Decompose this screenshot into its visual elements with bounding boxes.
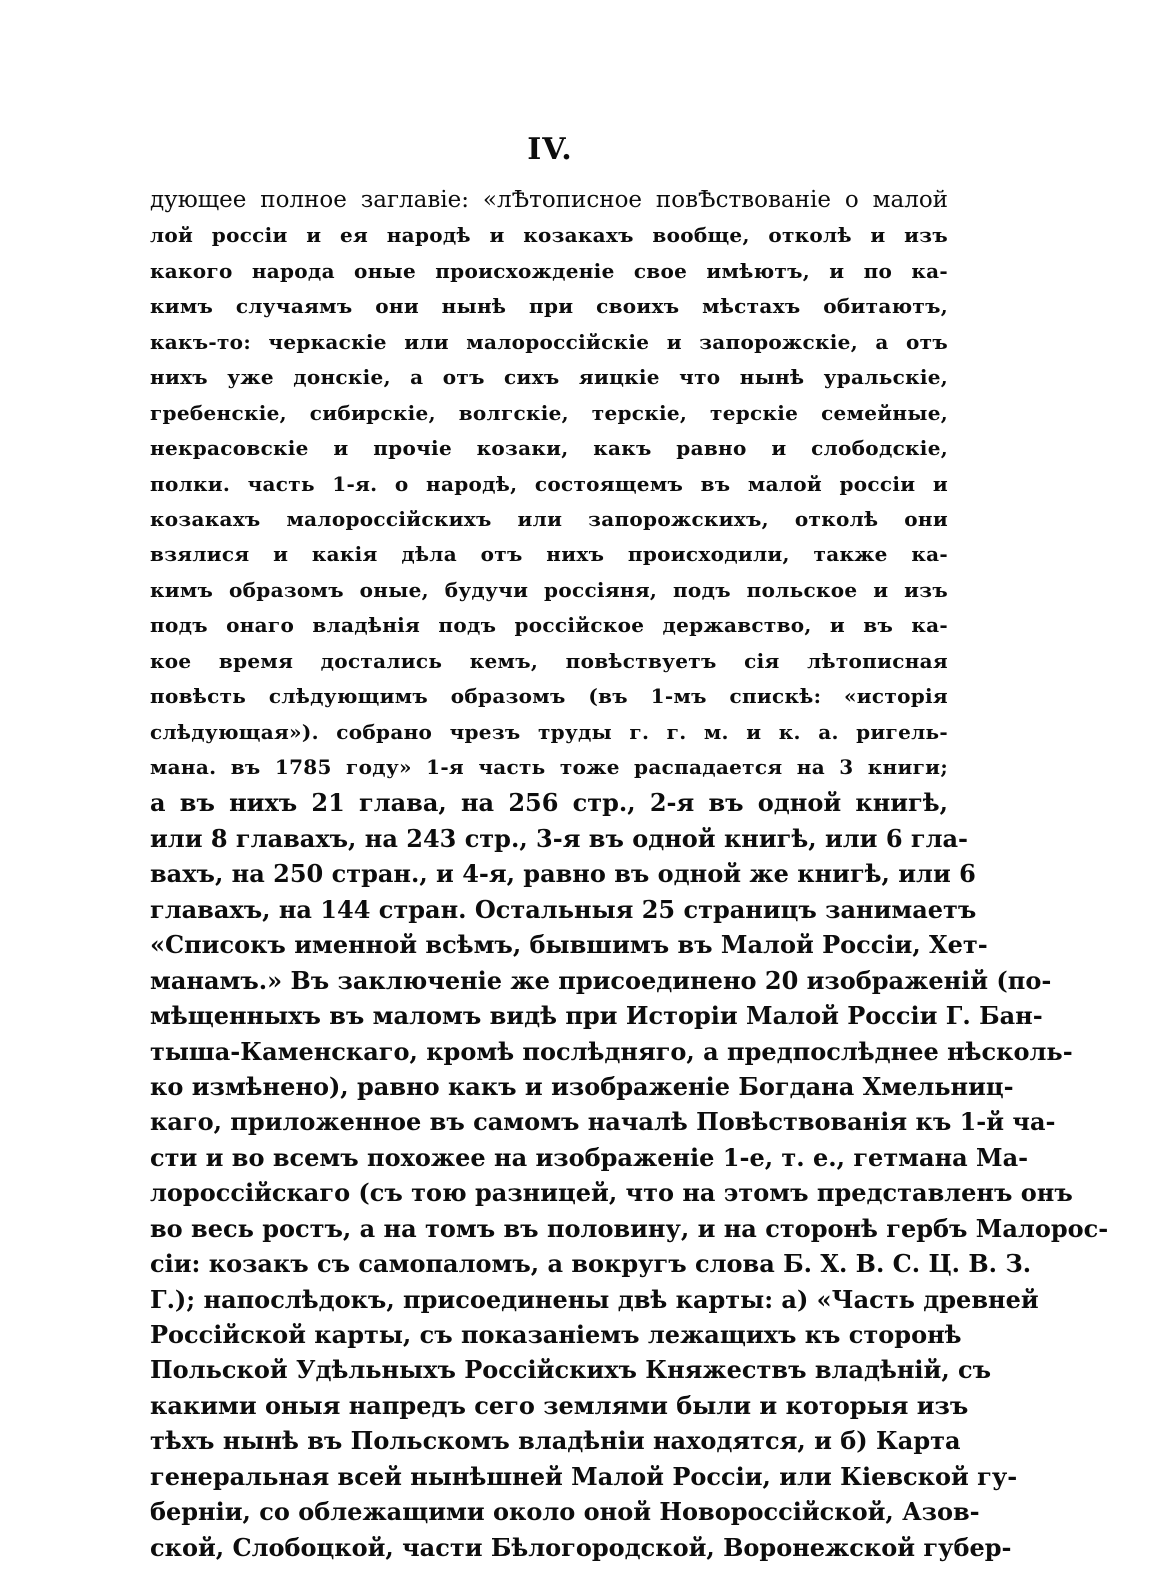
text-line: подъ онаго владѣнія подъ россійское державство, и въ ка- — [150, 613, 948, 638]
text-line: берніи, со облежащими около оной Новороссійской, Азов- — [150, 1497, 980, 1527]
text-line: взялися и какія дѣла отъ нихъ происходили, также ка- — [150, 542, 948, 567]
body-text — [150, 183, 1109, 1565]
text-line: какого народа оные происхожденіе свое имѣютъ, и по ка- — [150, 258, 948, 283]
text-line: тѣхъ нынѣ въ Польскомъ владѣніи находятся, и б) Карта — [150, 1426, 961, 1456]
text-line: манамъ.» Въ заключеніе же присоединено 20 изображеній (по- — [150, 965, 1052, 995]
text-line: лороссійскаго (съ тою разницей, что на этомъ представленъ онъ — [150, 1178, 1073, 1208]
text-line: каго, приложенное въ самомъ началѣ Повѣствованія къ 1-й ча- — [150, 1107, 1056, 1137]
text-line: какими оныя напредъ сего землями были и которыя изъ — [150, 1390, 969, 1420]
text-line: некрасовскіе и прочіе козаки, какъ равно и слободскіе, — [150, 436, 948, 461]
text-line: дующее полное заглавіе: «лѢтописное повѢствованіе о малой — [150, 187, 948, 213]
text-line: вахъ, на 250 стран., и 4-я, равно въ одной же книгѣ, или 6 — [150, 859, 976, 889]
text-line: гребенскіе, сибирскіе, волгскіе, терскіе, терскіе семейные, — [150, 400, 948, 425]
text-line: козакахъ малороссійскихъ или запорожскихъ, отколѣ они — [150, 506, 948, 531]
text-line: а въ нихъ 21 глава, на 256 стр., 2-я въ одной книгѣ, — [150, 788, 948, 818]
text-line: кимъ случаямъ они нынѣ при своихъ мѣстахъ обитаютъ, — [150, 294, 948, 319]
text-line: лой россіи и ея народѣ и козакахъ вообще, отколѣ и изъ — [150, 223, 948, 248]
text-line: какъ-то: черкаскіе или малороссійскіе и запорожскіе, а отъ — [150, 329, 948, 354]
text-line: ской, Слобоцкой, части Бѣлогородской, Воронежской губер- — [150, 1532, 1012, 1562]
text-line: полки. часть 1-я. о народѣ, состоящемъ въ малой россіи и — [150, 471, 948, 496]
text-line: во весь ростъ, а на томъ въ половину, и на сторонѣ гербъ Малорос- — [150, 1213, 1109, 1243]
text-line: сти и во всемъ похожее на изображеніе 1-е, т. е., гетмана Ма- — [150, 1142, 1029, 1172]
text-line: или 8 главахъ, на 243 стр., 3-я въ одной книгѣ, или 6 гла- — [150, 823, 969, 853]
text-line: тыша-Каменскаго, кромѣ послѣдняго, а предпослѣднее нѣсколь- — [150, 1036, 1073, 1066]
text-line: мѣщенныхъ въ маломъ видѣ при Исторіи Малой Россіи Г. Бан- — [150, 1001, 1043, 1031]
text-line: мана. въ 1785 году» 1-я часть тоже распадается на 3 книги; — [150, 755, 948, 779]
text-line: главахъ, на 144 стран. Остальныя 25 страницъ занимаетъ — [150, 894, 977, 924]
text-line: повѣсть слѣдующимъ образомъ (въ 1-мъ спискѣ: «исторія — [150, 684, 948, 709]
text-line: кимъ образомъ оные, будучи россіяня, подъ польское и изъ — [150, 577, 948, 602]
text-line: Польской Удѣльныхъ Россійскихъ Княжествъ владѣній, съ — [150, 1355, 992, 1385]
page-number: IV. — [527, 132, 573, 167]
text-line: Россійской карты, съ показаніемъ лежащихъ къ сторонѣ — [150, 1320, 962, 1349]
text-line: нихъ уже донскіе, а отъ сихъ яицкіе что нынѣ уральскіе, — [150, 365, 948, 390]
text-line: слѣдующая»). собрано чрезъ труды г. г. м. и к. а. ригель- — [150, 719, 948, 744]
text-line: генеральная всей нынѣшней Малой Россіи, или Кіевской гу- — [150, 1461, 1018, 1491]
text-line: «Списокъ именной всѣмъ, бывшимъ въ Малой Россіи, Хет- — [150, 930, 988, 960]
text-line: кое время достались кемъ, повѣствуетъ сія лѣтописная — [150, 648, 948, 673]
text-line: Г.); напослѣдокъ, присоединены двѣ карты: а) «Часть древней — [150, 1284, 1039, 1314]
text-line: сіи: козакъ съ самопаломъ, а вокругъ слова Б. Х. В. С. Ц. В. З. — [150, 1249, 1032, 1279]
text-line: ко измѣнено), равно какъ и изображеніе Богдана Хмельниц- — [150, 1071, 1014, 1101]
